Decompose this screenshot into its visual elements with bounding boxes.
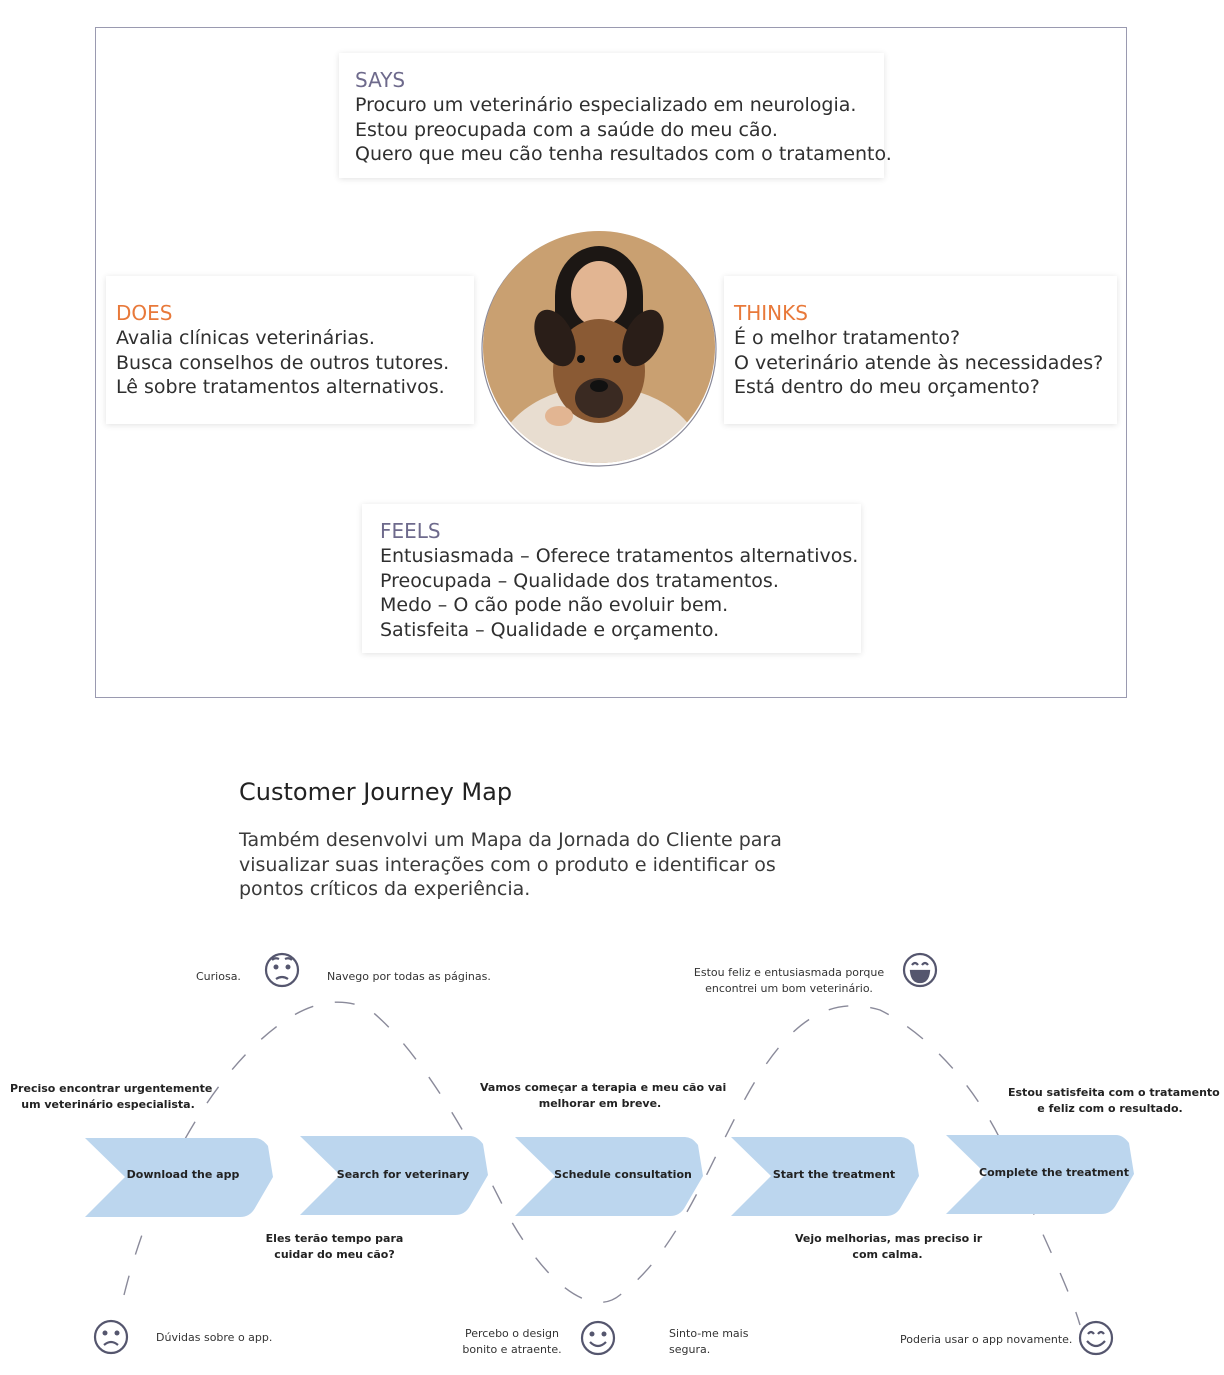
stage-label-search: Search for veterinary (336, 1168, 470, 1181)
feels-line: Satisfeita – Qualidade e orçamento. (380, 618, 720, 641)
thinks-line: O veterinário atende às necessidades? (734, 351, 1104, 374)
worried-face-icon (266, 954, 298, 986)
does-line: Busca conselhos de outros tutores. (116, 351, 450, 374)
says-title: SAYS (355, 68, 406, 92)
stage-label-download: Download the app (126, 1168, 240, 1181)
feeling-note: Curiosa. (196, 970, 241, 983)
feeling-note: Poderia usar o app novamente. (900, 1333, 1073, 1346)
feeling-line: Percebo o design (464, 1327, 560, 1340)
says-line: Estou preocupada com a saúde do meu cão. (355, 118, 778, 141)
stage-label-schedule: Schedule consultation (554, 1168, 692, 1181)
need-line: Vejo melhorias, mas preciso ir (795, 1232, 983, 1245)
stage-label-complete: Complete the treatment (979, 1166, 1129, 1179)
feeling-note (693, 965, 885, 997)
need-line: com calma. (852, 1248, 923, 1261)
need-line: cuidar do meu cão? (274, 1248, 395, 1261)
thinks-card (724, 276, 1117, 424)
feeling-note (448, 1326, 576, 1358)
says-card (339, 53, 892, 178)
need-line: melhorar em breve. (538, 1097, 662, 1110)
thinks-line: É o melhor tratamento? (734, 327, 961, 349)
says-line: Quero que meu cão tenha resultados com o tratamento. (355, 143, 892, 165)
need-line: Estou satisfeita com o tratamento (1008, 1086, 1220, 1099)
description-line: Também desenvolvi um Mapa da Jornada do Cliente para (239, 829, 782, 851)
section-title: Customer Journey Map (239, 778, 513, 806)
need-line: um veterinário especialista. (21, 1098, 195, 1111)
stage-label-start: Start the treatment (772, 1168, 896, 1181)
feeling-note (669, 1326, 748, 1358)
need-note (1008, 1085, 1220, 1117)
smiling-face-icon (582, 1322, 614, 1354)
does-line: Lê sobre tratamentos alternativos. (116, 376, 445, 398)
journey-graphics (0, 940, 1224, 1375)
feeling-line: Estou feliz e entusiasmada porque (693, 966, 885, 979)
need-note (262, 1231, 407, 1263)
need-line: e feliz com o resultado. (1037, 1102, 1183, 1115)
persona-avatar (481, 226, 717, 472)
does-title: DOES (116, 301, 173, 325)
sad-face-icon (95, 1321, 127, 1353)
feeling-line: Sinto-me mais (669, 1327, 749, 1340)
need-note (10, 1081, 213, 1113)
need-line: Preciso encontrar urgentemente (10, 1082, 213, 1095)
description-line: pontos críticos da experiência. (239, 878, 531, 900)
feels-card (362, 504, 861, 653)
grinning-face-icon (904, 954, 936, 986)
feels-title: FEELS (380, 519, 441, 543)
need-note (795, 1231, 983, 1263)
feels-line: Medo – O cão pode não evoluir bem. (380, 594, 729, 616)
feeling-line: encontrei um bom veterinário. (705, 982, 873, 995)
thinks-title: THINKS (734, 301, 808, 325)
section-description (239, 828, 839, 902)
says-line: Procuro um veterinário especializado em neurologia. (355, 94, 857, 116)
need-line: Eles terão tempo para (265, 1232, 404, 1245)
feeling-note: Navego por todas as páginas. (327, 970, 491, 983)
does-line: Avalia clínicas veterinárias. (116, 327, 375, 349)
need-note (480, 1080, 727, 1112)
feeling-note: Dúvidas sobre o app. (156, 1331, 273, 1344)
journey-map (0, 940, 1224, 1375)
does-card (106, 276, 474, 424)
need-line: Vamos começar a terapia e meu cão vai (480, 1081, 727, 1094)
feels-line: Entusiasmada – Oferece tratamentos alternativos. (380, 545, 859, 567)
description-line: visualizar suas interações com o produto e identificar os (239, 853, 776, 876)
happy-face-icon (1080, 1322, 1112, 1354)
feeling-line: bonito e atraente. (462, 1343, 562, 1356)
feeling-line: segura. (669, 1343, 711, 1356)
thinks-line: Está dentro do meu orçamento? (734, 376, 1040, 398)
feels-line: Preocupada – Qualidade dos tratamentos. (380, 569, 779, 592)
